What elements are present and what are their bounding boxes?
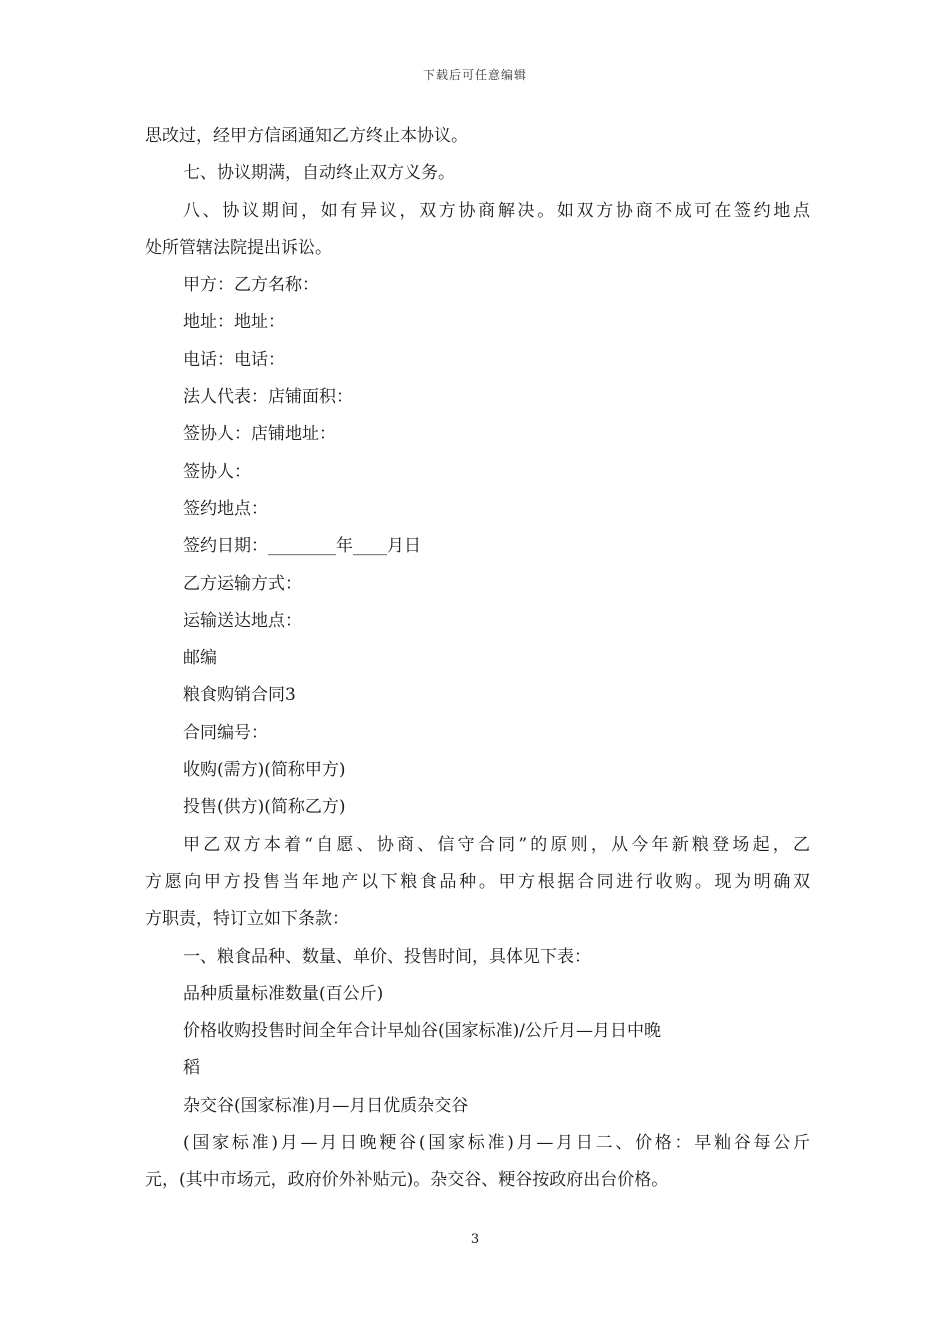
paragraph-line: 处所管辖法院提出诉讼。 (145, 237, 332, 258)
paragraph-line: 甲乙双方本着“自愿、协商、信守合同”的原则，从今年新粮登场起，乙 (183, 834, 810, 855)
paragraph-line: 七、协议期满，自动终止双方义务。 (183, 163, 455, 184)
paragraph-line: 乙方运输方式： (183, 573, 302, 594)
paragraph-line: 思改过，经甲方信函通知乙方终止本协议。 (145, 126, 468, 146)
paragraph-line: 元，(其中市场元，政府价外补贴元)。杂交谷、粳谷按政府出台价格。 (145, 1170, 669, 1191)
page-number: 3 (470, 1232, 480, 1247)
paragraph-line: 收购(需方)(简称甲方) (183, 760, 346, 781)
paragraph-line: 签协人：店铺地址： (183, 424, 336, 445)
paragraph-line: 运输送达地点： (183, 610, 302, 631)
contract-title: 粮食购销合同3 (183, 685, 296, 706)
document-body (145, 118, 810, 1200)
paragraph-line: 法人代表：店铺面积： (183, 387, 353, 408)
signing-date-line: 签约日期：________年____月日 (183, 536, 421, 557)
paragraph-line: 甲方：乙方名称： (183, 275, 319, 296)
paragraph-line: 电话：电话： (183, 349, 285, 370)
paragraph-line: 八、协议期间，如有异议，双方协商解决。如双方协商不成可在签约地点 (183, 200, 810, 221)
paragraph-line: 杂交谷(国家标准)月—月日优质杂交谷 (183, 1095, 469, 1116)
paragraph-line: 方愿向甲方投售当年地产以下粮食品种。甲方根据合同进行收购。现为明确双 (145, 871, 810, 892)
paragraph-line: (国家标准)月—月日晚粳谷(国家标准)月—月日二、价格：早籼谷每公斤 (183, 1133, 810, 1154)
paragraph-line: 稻 (183, 1058, 200, 1079)
paragraph-line: 一、粮食品种、数量、单价、投售时间，具体见下表： (183, 946, 591, 967)
page-header: 下载后可任意编辑 (422, 68, 527, 82)
paragraph-line: 投售(供方)(简称乙方) (183, 797, 346, 818)
paragraph-line: 方职责，特订立如下条款： (145, 909, 349, 930)
paragraph-line: 地址：地址： (183, 312, 285, 333)
paragraph-line: 邮编 (183, 648, 217, 669)
paragraph-line: 品种质量标准数量(百公斤) (183, 983, 384, 1004)
paragraph-line: 价格收购投售时间全年合计早灿谷(国家标准)/公斤月—月日中晚 (183, 1021, 661, 1042)
paragraph-line: 合同编号： (183, 722, 268, 743)
paragraph-line: 签协人： (183, 461, 251, 482)
paragraph-line: 签约地点： (183, 498, 268, 519)
